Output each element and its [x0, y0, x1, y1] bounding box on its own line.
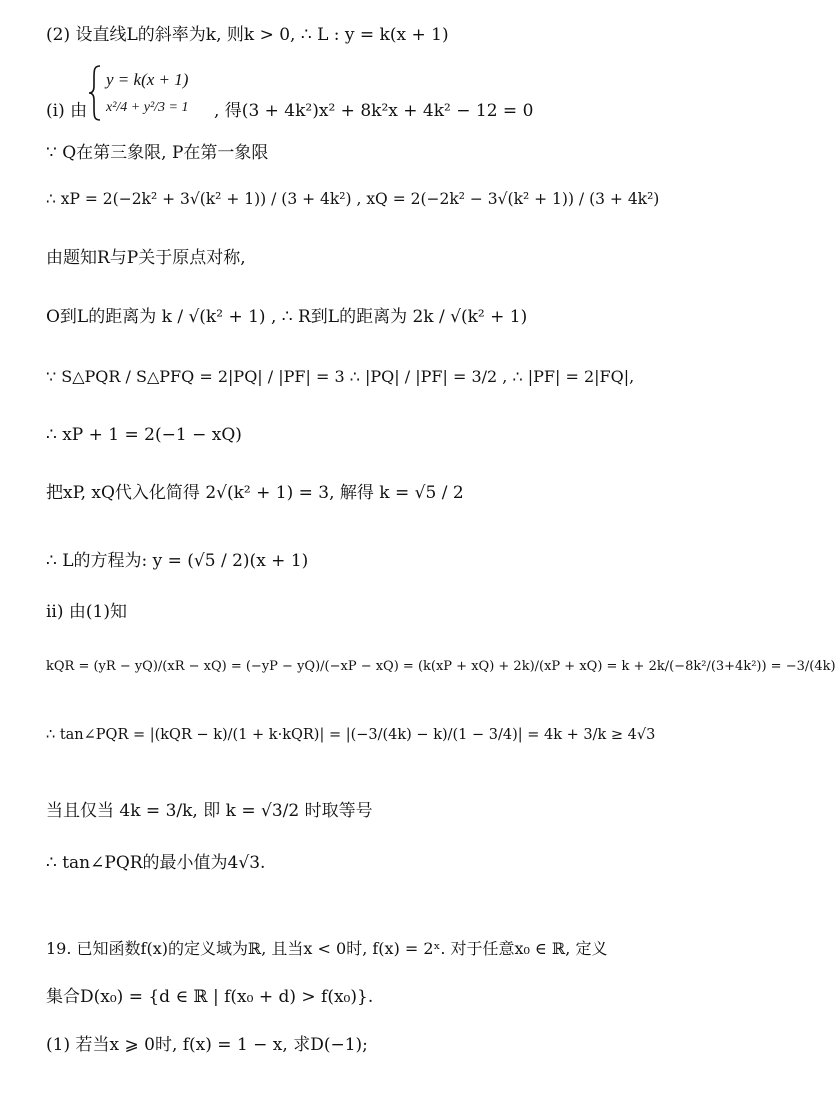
distance-line: O到L的距离为 k / √(k² + 1) , ∴ R到L的距离为 2k / √(k² + 1) — [46, 307, 528, 327]
tangent-line: ∴ tan∠PQR = |(kQR − k)/(1 + k·kQR)| = |(−3/(4k) − k)/(1 − 3/4)| = 4k + 3/k ≥ 4√3 — [46, 727, 656, 743]
system-eq2: x²/4 + y²/3 = 1 — [106, 100, 189, 115]
part-ii-heading: ii) 由(1)知 — [46, 602, 127, 622]
system-result: , 得(3 + 4k²)x² + 8k²x + 4k² − 12 = 0 — [214, 101, 534, 121]
intro-line: (2) 设直线L的斜率为k, 则k > 0, ∴ L : y = k(x + 1) — [46, 25, 449, 45]
slope-qr-line: kQR = (yR − yQ)/(xR − xQ) = (−yP − yQ)/(−xP − xQ) = (k(xP + xQ) + 2k)/(xP + xQ) = k + 2k/(−8k²/(3+4k²)) = −3/(4k) — [46, 659, 836, 674]
system-brace — [88, 64, 104, 122]
roots-line: ∴ xP = 2(−2k² + 3√(k² + 1)) / (3 + 4k²) , xQ = 2(−2k² − 3√(k² + 1)) / (3 + 4k²) — [46, 190, 660, 208]
area-ratio-line: ∵ S△PQR / S△PFQ = 2|PQ| / |PF| = 3 ∴ |PQ| / |PF| = 3/2 , ∴ |PF| = 2|FQ|, — [46, 367, 635, 386]
line-equation: ∴ L的方程为: y = (√5 / 2)(x + 1) — [46, 551, 309, 571]
problem19-statement-2: 集合D(x₀) = {d ∈ ℝ | f(x₀ + d) > f(x₀)}. — [46, 987, 374, 1007]
x-relation-line: ∴ xP + 1 = 2(−1 − xQ) — [46, 425, 242, 445]
quadrant-line: ∵ Q在第三象限, P在第一象限 — [46, 143, 269, 163]
system-eq1: y = k(x + 1) — [106, 70, 189, 89]
system-label: (i) 由 — [46, 101, 88, 121]
problem19-question-1: (1) 若当x ⩾ 0时, f(x) = 1 − x, 求D(−1); — [46, 1035, 368, 1055]
equality-line: 当且仅当 4k = 3/k, 即 k = √3/2 时取等号 — [46, 801, 373, 821]
minimum-line: ∴ tan∠PQR的最小值为4√3. — [46, 853, 266, 873]
symmetry-line: 由题知R与P关于原点对称, — [46, 248, 246, 268]
problem19-statement-1: 19. 已知函数f(x)的定义域为ℝ, 且当x < 0时, f(x) = 2ˣ. 对于任意x₀ ∈ ℝ, 定义 — [46, 939, 608, 958]
substitute-line: 把xP, xQ代入化简得 2√(k² + 1) = 3, 解得 k = √5 / 2 — [46, 483, 464, 503]
